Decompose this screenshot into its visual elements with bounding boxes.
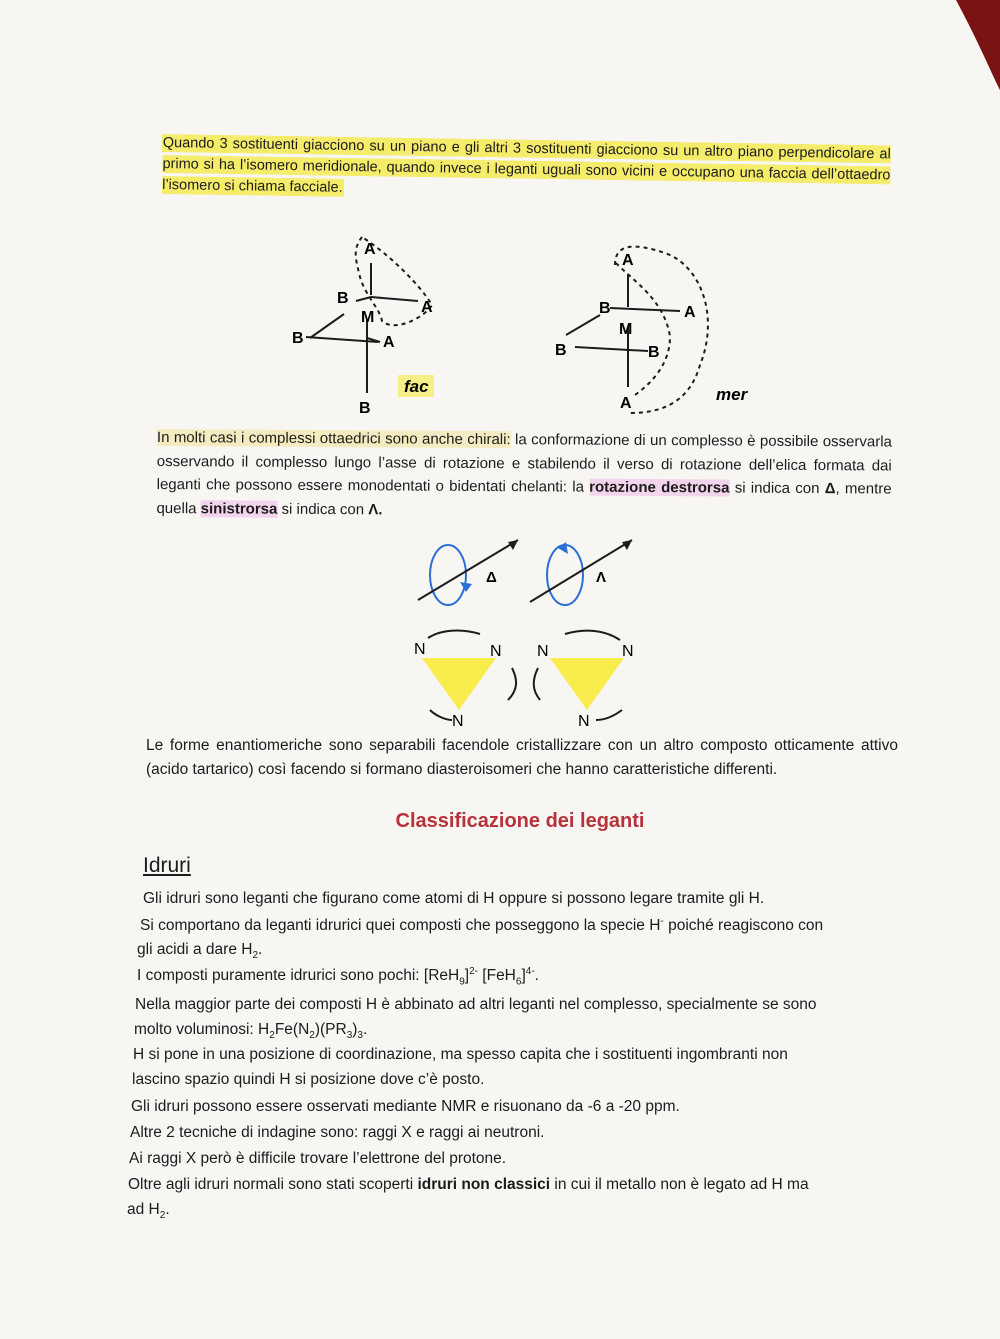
- fac-atom-A-front: A: [383, 334, 395, 351]
- chirality-intro: In molti casi i complessi ottaedrici sono anche chirali:: [156, 428, 511, 449]
- chirality-text-4: si indica con: [277, 500, 369, 518]
- subsection-title: Idruri: [143, 854, 191, 877]
- line-2: [140, 916, 823, 935]
- lambda-symbol: Λ.: [368, 500, 383, 518]
- chirality-paragraph: [156, 426, 892, 524]
- delta-helix: [418, 540, 518, 605]
- line-9: Gli idruri possono essere osservati mediante NMR e risuonano da -6 a -20 ppm.: [131, 1098, 680, 1115]
- fac-atom-B-back: B: [337, 290, 349, 307]
- delta-label: Δ: [486, 569, 497, 586]
- mer-atom-B-left: B: [555, 342, 567, 359]
- chelate-left-N-3: N: [452, 713, 464, 730]
- line-6-sub-1: 2: [269, 1030, 275, 1042]
- line-6-d: ): [352, 1021, 358, 1038]
- line-6-c: )(PR: [314, 1021, 347, 1038]
- chelate-left: [422, 631, 516, 720]
- line-6-sub-2: 2: [309, 1030, 315, 1042]
- line-4-b: ]: [464, 967, 470, 985]
- line-13: [127, 1201, 170, 1221]
- mer-atom-B-back: B: [599, 300, 611, 317]
- line-4-sub-2: 6: [515, 976, 522, 988]
- line-6-b: Fe(N: [274, 1021, 310, 1038]
- line-3: [137, 941, 262, 961]
- page-corner-shadow: [920, 0, 1000, 90]
- line-13-sub: 2: [159, 1210, 166, 1222]
- mer-structure: [566, 247, 708, 413]
- line-3-text: gli acidi a dare H: [137, 941, 253, 958]
- line-3-sub: 2: [252, 950, 259, 962]
- fac-mer-diagram: [270, 225, 790, 425]
- line-7: H si pone in una posizione di coordinazione, ma spesso capita che i sostituenti ingombranti non: [133, 1046, 788, 1063]
- line-4-d: ]: [521, 967, 526, 985]
- line-10: Altre 2 tecniche di indagine sono: raggi X e raggi ai neutroni.: [130, 1124, 545, 1141]
- line-4: [137, 966, 539, 987]
- fac-atom-A-right: A: [421, 299, 433, 316]
- chelate-right-N-2: N: [622, 643, 634, 660]
- line-4-c: [FeH: [477, 967, 516, 985]
- mer-atom-A-top: A: [622, 252, 634, 269]
- mer-metal-M: M: [619, 321, 633, 338]
- line-6-e: .: [362, 1021, 368, 1038]
- enantiomers-paragraph: Le forme enantiomeriche sono separabili facendole cristallizzare con un altro composto otticamente attivo (acido tartarico) così facendo si formano diasteroisomeri che hanno caratteristiche differenti.: [146, 737, 898, 778]
- lambda-helix: [530, 540, 632, 605]
- chelate-right-N-3: N: [578, 713, 590, 730]
- line-5: Nella maggior parte dei composti H è abbinato ad altri leganti nel complesso, specialmente se sono: [135, 996, 817, 1013]
- mer-atom-A-right: A: [684, 304, 696, 321]
- line-2-sup: -: [660, 916, 664, 927]
- line-1: Gli idruri sono leganti che figurano come atomi di H oppure si possono legare tramite gli H.: [143, 890, 765, 907]
- line-4-sup-2: 4-: [525, 966, 535, 977]
- line-12-c: in cui il metallo non è legato ad H ma: [550, 1176, 809, 1193]
- line-6-sub-3: 3: [346, 1030, 353, 1042]
- levo-term: sinistrorsa: [200, 499, 278, 518]
- line-4-sub-1: 9: [459, 976, 465, 988]
- line-13-a: ad H: [127, 1201, 160, 1218]
- chirality-text-2: si indica con: [729, 479, 825, 498]
- section-title: Classificazione dei leganti: [395, 810, 645, 832]
- isomers-text: Quando 3 sostituenti giacciono su un piano e gli altri 3 sostituenti giacciono su un altro piano perpendicolare al primo si ha l’isomero meridionale, quando invece i leganti uguali sono vicini e occupano una faccia dell’ottaedro l’isomero si chiama facciale.: [162, 134, 891, 196]
- dextro-term: rotazione destrorsa: [589, 478, 730, 497]
- fac-metal-M: M: [361, 309, 375, 326]
- chelate-right-N-1: N: [537, 643, 549, 660]
- line-4-e: .: [534, 967, 539, 985]
- mer-label: mer: [716, 385, 748, 404]
- chelate-left-N-1: N: [414, 641, 426, 658]
- fac-atom-B-left: B: [292, 330, 304, 347]
- chirality-text-1: la conformazione di un complesso è possibile osservarla osservando il complesso lungo l’asse di rotazione e stabilendo il verso di rotazione dell’elica formata dai leganti che possono essere monodentati o bidentati chelanti: la: [156, 431, 892, 496]
- isomers-paragraph: [162, 133, 891, 207]
- chirality-text-3: , mentre quella: [156, 480, 892, 517]
- fac-atom-A-top: A: [364, 241, 376, 258]
- mer-atom-B-front: B: [648, 344, 660, 361]
- line-2-end: poiché reagiscono con: [663, 917, 824, 935]
- line-11: Ai raggi X però è difficile trovare l’elettrone del protone.: [129, 1150, 507, 1167]
- chelate-left-N-2: N: [490, 643, 502, 660]
- line-3-end: .: [258, 941, 263, 958]
- non-classic-hydrides-term: idruri non classici: [417, 1176, 551, 1193]
- fac-label: fac: [404, 377, 429, 396]
- line-6-a: molto voluminosi: H: [134, 1021, 270, 1038]
- helix-diagram: [400, 530, 680, 735]
- line-2-text: Si comportano da leganti idrurici quei composti che posseggono la specie H: [140, 917, 661, 935]
- line-4-a: I composti puramente idrurici sono pochi: [ReH: [137, 967, 460, 985]
- fac-atom-B-bottom: B: [359, 400, 371, 417]
- line-6: [134, 1021, 367, 1041]
- line-4-sup-1: 2-: [469, 966, 478, 977]
- line-8: lascino spazio quindi H si posizione dove c’è posto.: [132, 1071, 485, 1088]
- line-12: [128, 1176, 809, 1194]
- lambda-label: Λ: [596, 569, 607, 586]
- line-12-a: Oltre agli idruri normali sono stati scoperti: [128, 1176, 418, 1193]
- line-6-sub-4: 3: [357, 1030, 363, 1042]
- delta-symbol: Δ: [824, 480, 836, 498]
- line-13-end: .: [165, 1201, 170, 1218]
- mer-atom-A-bottom: A: [620, 395, 632, 412]
